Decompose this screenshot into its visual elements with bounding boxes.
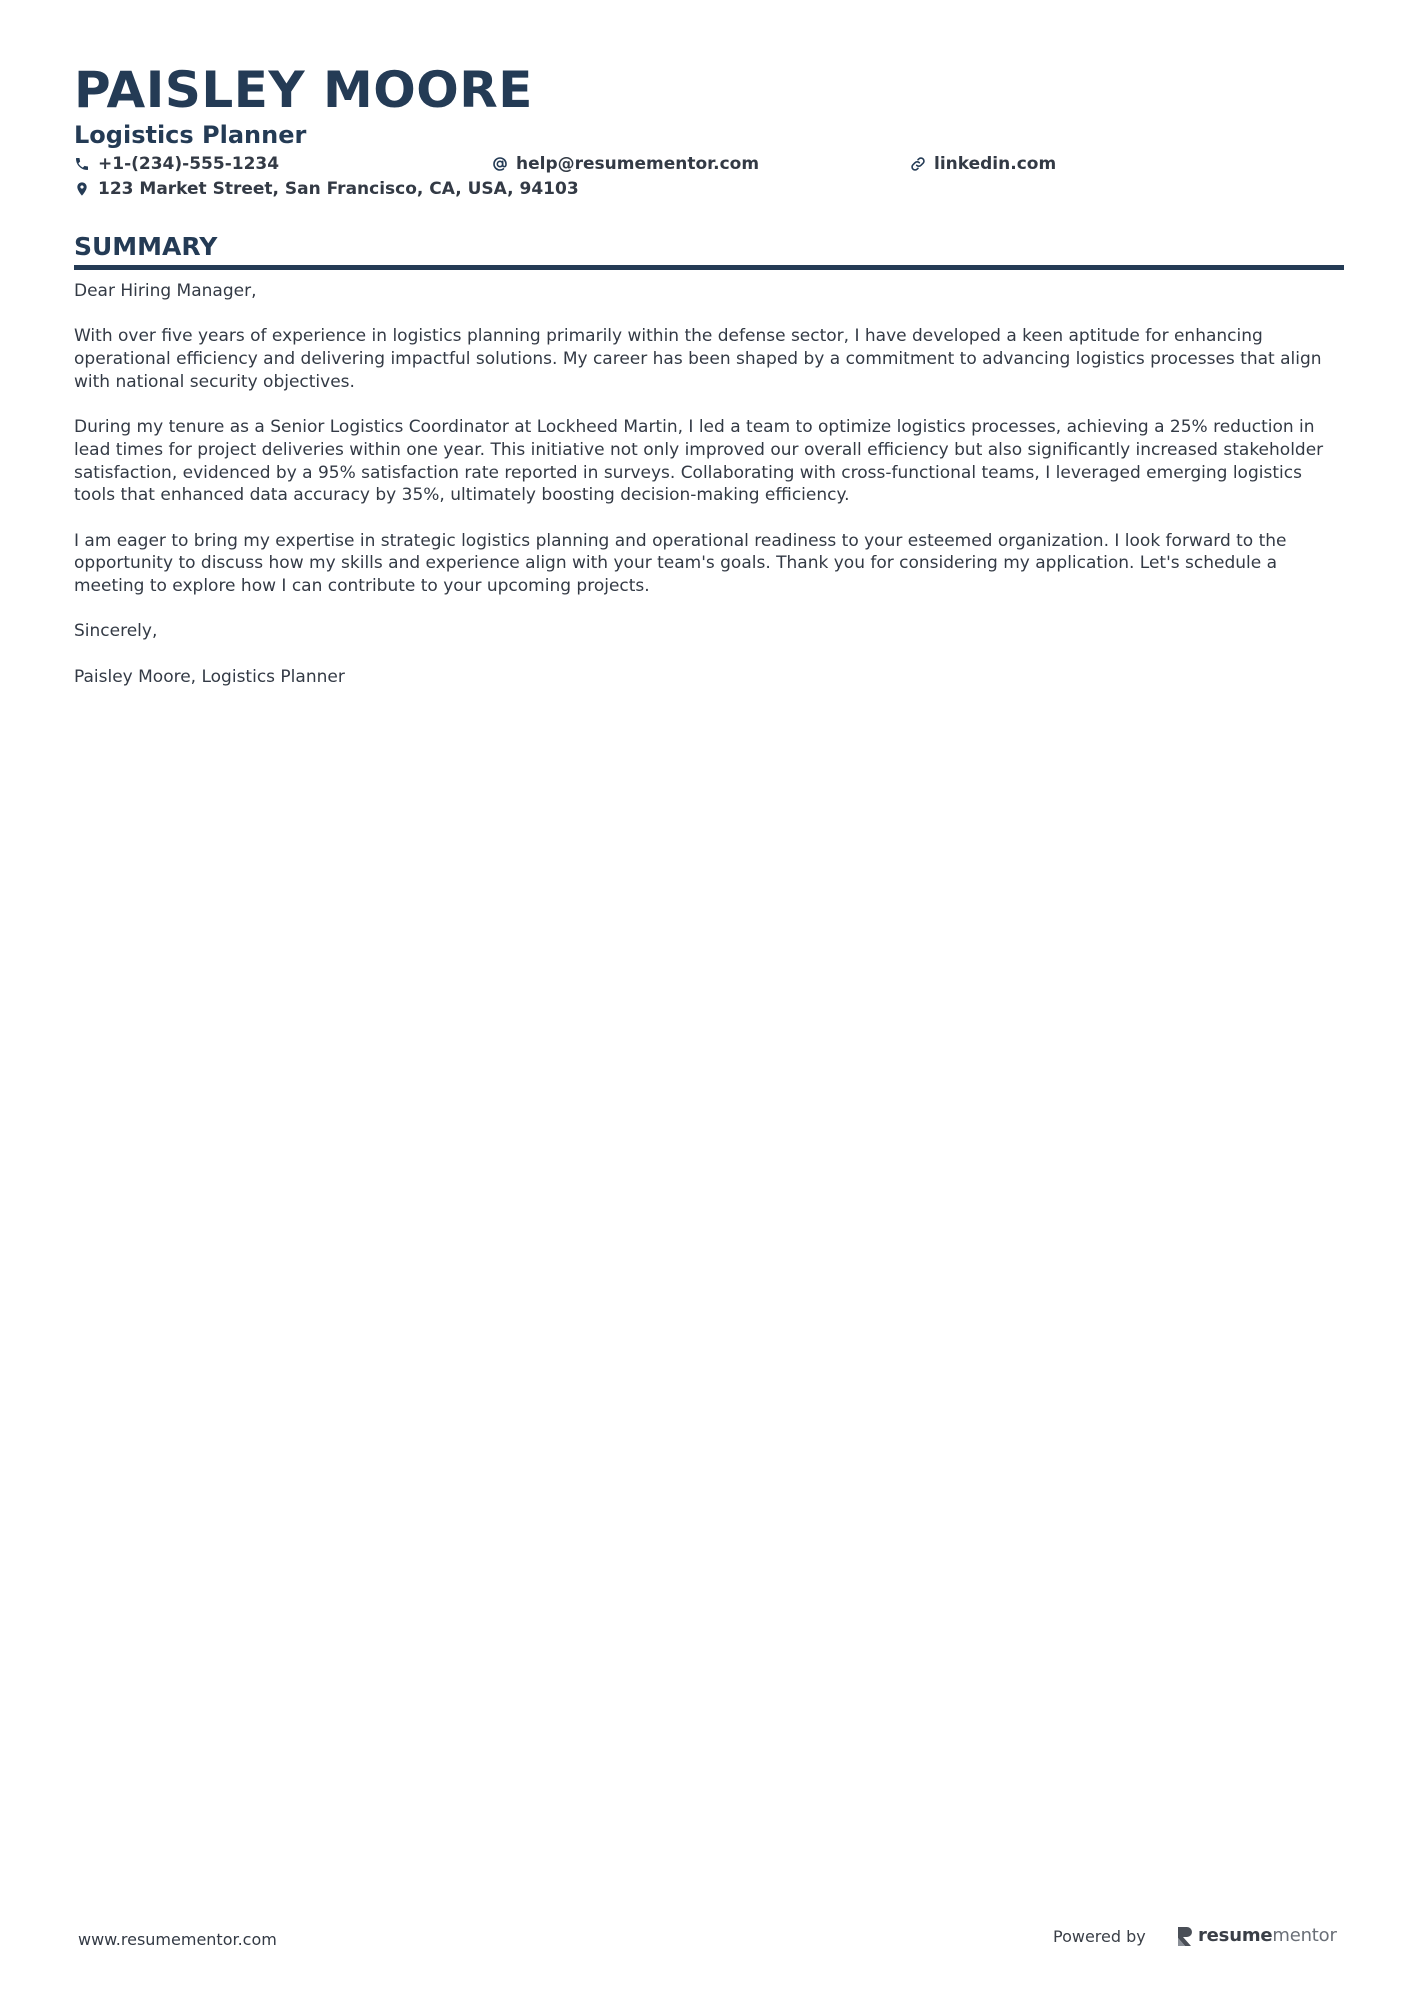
website-text: linkedin.com bbox=[934, 154, 1057, 174]
contact-email[interactable] bbox=[492, 153, 759, 175]
email-text: help@resumementor.com bbox=[516, 154, 760, 174]
brand-bold: resume bbox=[1198, 1925, 1273, 1946]
powered-by-label: Powered by bbox=[1053, 1927, 1146, 1946]
phone-text: +1-(234)-555-1234 bbox=[98, 154, 280, 174]
brand-wordmark bbox=[1198, 1924, 1337, 1948]
summary-heading: SUMMARY bbox=[74, 232, 218, 261]
contact-address bbox=[74, 178, 579, 200]
closing: Sincerely, bbox=[74, 621, 158, 642]
job-title: Logistics Planner bbox=[74, 121, 307, 149]
section-divider bbox=[74, 265, 1344, 270]
paragraph-closing: I am eager to bring my expertise in strategic logistics planning and operational readiness to your esteemed organization. I look forward to the opportunity to discuss how my skills and experience align with your team's goals. Thank you for considering my application. Let's schedule a meeting to explore how I can contribute to your upcoming projects. bbox=[74, 530, 1287, 597]
candidate-name: PAISLEY MOORE bbox=[74, 61, 533, 119]
signature: Paisley Moore, Logistics Planner bbox=[74, 666, 345, 687]
paragraph-experience: With over five years of experience in logistics planning primarily within the defense sector, I have developed a keen aptitude for enhancing operational efficiency and delivering impactful solutions. My career has been shaped by a commitment to advancing logistics processes that align with national security objectives. bbox=[74, 326, 1322, 392]
at-sign-icon bbox=[492, 156, 508, 172]
paragraph-achievements: During my tenure as a Senior Logistics Coordinator at Lockheed Martin, I led a team to optimize logistics processes, achieving a 25% reduction in lead times for project deliveries within one year. This initiative not only improved our overall efficiency but also significantly increased stakeholder satisfaction, evidenced by a 95% satisfaction rate reported in surveys. Collaborating with cross-functional teams, I leveraged emerging logistics tools that enhanced data accuracy by 35%, ultimately boosting decision-making efficiency. bbox=[74, 417, 1324, 506]
map-pin-icon bbox=[74, 181, 90, 197]
address-text: 123 Market Street, San Francisco, CA, USA, 94103 bbox=[98, 179, 579, 199]
footer-url[interactable]: www.resumementor.com bbox=[78, 1930, 277, 1949]
phone-icon bbox=[74, 156, 90, 172]
resumementor-logo-icon bbox=[1176, 1925, 1194, 1947]
letter-body bbox=[74, 280, 1336, 711]
link-icon bbox=[910, 156, 926, 172]
salutation: Dear Hiring Manager, bbox=[74, 281, 257, 301]
contact-website[interactable] bbox=[910, 153, 1056, 175]
contact-phone bbox=[74, 153, 279, 175]
brand-light: mentor bbox=[1272, 1925, 1337, 1946]
brand-logo[interactable] bbox=[1176, 1924, 1337, 1948]
